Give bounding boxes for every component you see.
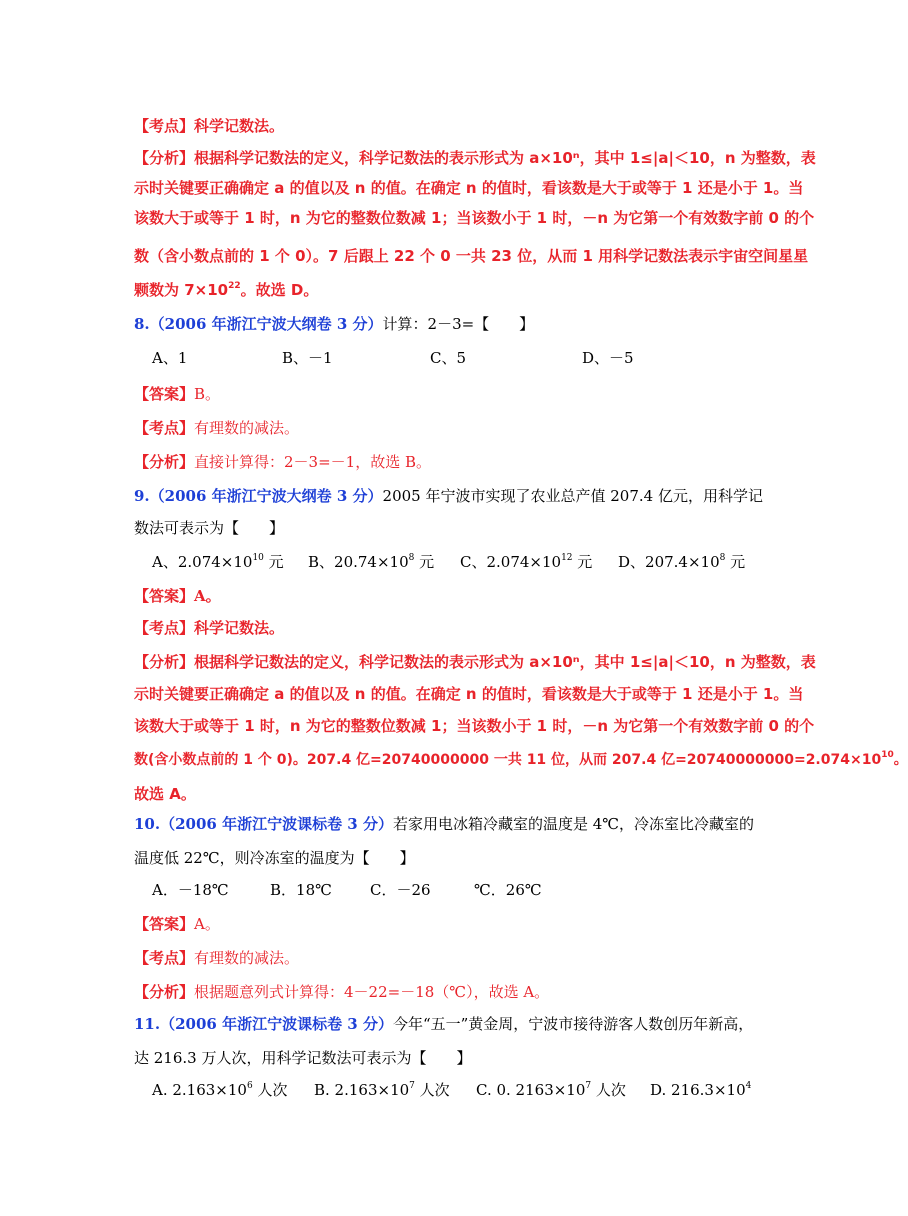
kaodian-line-1 bbox=[134, 116, 284, 136]
kaodian-text: 科学记数法。 bbox=[194, 117, 285, 135]
option-text: B、20.74×10 bbox=[308, 553, 409, 571]
option-a bbox=[152, 1080, 287, 1100]
option-c bbox=[460, 552, 592, 572]
question-9-stem bbox=[134, 486, 763, 506]
kaodian-text: 有理数的减法。 bbox=[194, 419, 300, 437]
question-source: （2006 年浙江宁波大纲卷 3 分） bbox=[149, 315, 383, 333]
answer-label: 【答案】 bbox=[134, 587, 195, 605]
option-c: C、5 bbox=[430, 349, 467, 367]
kaodian-line bbox=[134, 418, 299, 438]
analysis-line: 示时关键要正确确定 a 的值以及 n 的值。在确定 n 的值时，看该数是大于或等于 1 还是小于 1。当 bbox=[134, 179, 804, 197]
option-a: A．－18℃ bbox=[152, 881, 229, 899]
question-10-stem bbox=[134, 814, 754, 834]
answer-label: 【答案】 bbox=[134, 915, 195, 933]
answer-line bbox=[134, 914, 220, 934]
option-a bbox=[152, 552, 284, 572]
kaodian-label: 【考点】 bbox=[134, 949, 195, 967]
fenxi-line bbox=[134, 982, 549, 1002]
question-source: （2006 年浙江宁波课标卷 3 分） bbox=[160, 1015, 393, 1033]
question-stem-cont: 达 216.3 万人次，用科学记数法可表示为【 】 bbox=[134, 1049, 472, 1067]
question-11-stem bbox=[134, 1014, 753, 1034]
kaodian-label: 【考点】 bbox=[134, 619, 195, 637]
option-unit: 元 bbox=[263, 553, 284, 571]
analysis-text: 。 bbox=[893, 752, 908, 768]
fenxi-text: 根据题意列式计算得：4－22=－18（℃），故选 A。 bbox=[194, 983, 550, 1001]
answer-text: B。 bbox=[194, 385, 221, 403]
analysis-text: 颗数为 7×10 bbox=[134, 281, 229, 299]
analysis-line: 故选 A。 bbox=[134, 785, 196, 803]
question-8-stem bbox=[134, 314, 534, 334]
exponent: 6 bbox=[246, 1081, 253, 1091]
answer-text: A。 bbox=[194, 915, 220, 933]
option-b bbox=[314, 1080, 450, 1100]
analysis-line: 该数大于或等于 1 时，n 为它的整数位数减 1；当该数小于 1 时，－n 为它第一个有效数字前 0 的个 bbox=[134, 209, 815, 227]
analysis-line: 该数大于或等于 1 时，n 为它的整数位数减 1；当该数小于 1 时，－n 为它第一个有效数字前 0 的个 bbox=[134, 717, 815, 735]
question-source: （2006 年浙江宁波课标卷 3 分） bbox=[160, 815, 393, 833]
analysis-line bbox=[134, 148, 816, 168]
analysis-text: 数(含小数点前的 1 个 0)。207.4 亿=20740000000 一共 11 位，从而 207.4 亿=20740000000=2.074×10 bbox=[134, 752, 882, 768]
analysis-line bbox=[134, 750, 908, 770]
exponent: 8 bbox=[408, 553, 415, 563]
exponent: 7 bbox=[585, 1081, 592, 1091]
exponent: 4 bbox=[745, 1081, 752, 1091]
option-unit: 人次 bbox=[252, 1081, 288, 1099]
exponent: 12 bbox=[561, 553, 573, 563]
fenxi-text: 直接计算得：2－3=－1，故选 B。 bbox=[194, 453, 432, 471]
option-unit: 元 bbox=[572, 553, 593, 571]
analysis-text: 根据科学记数法的定义，科学记数法的表示形式为 a×10ⁿ，其中 1≤|a|＜10，n 为整数，表 bbox=[194, 653, 816, 671]
question-source: （2006 年浙江宁波大纲卷 3 分） bbox=[149, 487, 383, 505]
option-unit: 人次 bbox=[414, 1081, 450, 1099]
question-number: 9. bbox=[134, 487, 150, 505]
answer-line bbox=[134, 384, 220, 404]
answer-line bbox=[134, 586, 221, 606]
question-stem: 计算：2－3=【 】 bbox=[382, 315, 535, 333]
fenxi-line bbox=[134, 452, 431, 472]
kaodian-text: 科学记数法。 bbox=[194, 619, 285, 637]
option-d bbox=[618, 552, 745, 572]
question-stem: 今年“五一”黄金周，宁波市接待游客人数创历年新高， bbox=[392, 1015, 754, 1033]
kaodian-line bbox=[134, 948, 299, 968]
option-b: B、－1 bbox=[282, 349, 333, 367]
option-unit: 人次 bbox=[591, 1081, 626, 1099]
option-b bbox=[308, 552, 434, 572]
fenxi-label: 【分析】 bbox=[134, 149, 195, 167]
question-stem-cont: 数法可表示为【 】 bbox=[134, 519, 285, 537]
analysis-text: 。故选 D。 bbox=[240, 281, 319, 299]
answer-label: 【答案】 bbox=[134, 385, 195, 403]
option-d bbox=[650, 1080, 751, 1100]
option-unit: 元 bbox=[414, 553, 435, 571]
kaodian-label: 【考点】 bbox=[134, 117, 195, 135]
option-text: A、2.074×10 bbox=[152, 553, 253, 571]
option-a: A、1 bbox=[152, 349, 188, 367]
exponent: 10 bbox=[881, 750, 894, 761]
kaodian-label: 【考点】 bbox=[134, 419, 195, 437]
option-d: ℃．26℃ bbox=[474, 881, 542, 899]
option-c: C．－26 bbox=[370, 881, 431, 899]
option-text: D. 216.3×10 bbox=[650, 1081, 746, 1099]
analysis-line: 数（含小数点前的 1 个 0）。7 后跟上 22 个 0 一共 23 位，从而 1 用科学记数法表示宇宙空间星星 bbox=[134, 247, 809, 265]
analysis-line: 示时关键要正确确定 a 的值以及 n 的值。在确定 n 的值时，看该数是大于或等于 1 还是小于 1。当 bbox=[134, 685, 804, 703]
question-stem: 2005 年宁波市实现了农业总产值 207.4 亿元，用科学记 bbox=[382, 487, 763, 505]
question-number: 10. bbox=[134, 815, 161, 833]
option-unit: 元 bbox=[725, 553, 746, 571]
answer-text: A。 bbox=[194, 587, 221, 605]
fenxi-label: 【分析】 bbox=[134, 653, 195, 671]
option-text: C、2.074×10 bbox=[460, 553, 562, 571]
analysis-text: 根据科学记数法的定义，科学记数法的表示形式为 a×10ⁿ，其中 1≤|a|＜10，n 为整数，表 bbox=[194, 149, 816, 167]
option-d: D、－5 bbox=[582, 349, 634, 367]
option-text: C. 0. 2163×10 bbox=[476, 1081, 586, 1099]
exponent: 7 bbox=[409, 1081, 415, 1091]
analysis-line bbox=[134, 280, 318, 300]
option-text: B. 2.163×10 bbox=[314, 1081, 410, 1099]
analysis-line bbox=[134, 652, 816, 672]
exponent: 22 bbox=[228, 281, 241, 291]
option-b: B．18℃ bbox=[270, 881, 332, 899]
fenxi-label: 【分析】 bbox=[134, 453, 195, 471]
option-text: A. 2.163×10 bbox=[152, 1081, 247, 1099]
kaodian-text: 有理数的减法。 bbox=[194, 949, 300, 967]
question-stem-cont: 温度低 22℃，则冷冻室的温度为【 】 bbox=[134, 849, 415, 867]
exponent: 10 bbox=[252, 553, 264, 563]
option-c bbox=[476, 1080, 626, 1100]
kaodian-line bbox=[134, 618, 284, 638]
fenxi-label: 【分析】 bbox=[134, 983, 195, 1001]
question-number: 11. bbox=[134, 1015, 161, 1033]
exponent: 8 bbox=[719, 553, 726, 563]
question-number: 8. bbox=[134, 315, 150, 333]
option-text: D、207.4×10 bbox=[618, 553, 720, 571]
question-stem: 若家用电冰箱冷藏室的温度是 4℃，冷冻室比冷藏室的 bbox=[392, 815, 755, 833]
